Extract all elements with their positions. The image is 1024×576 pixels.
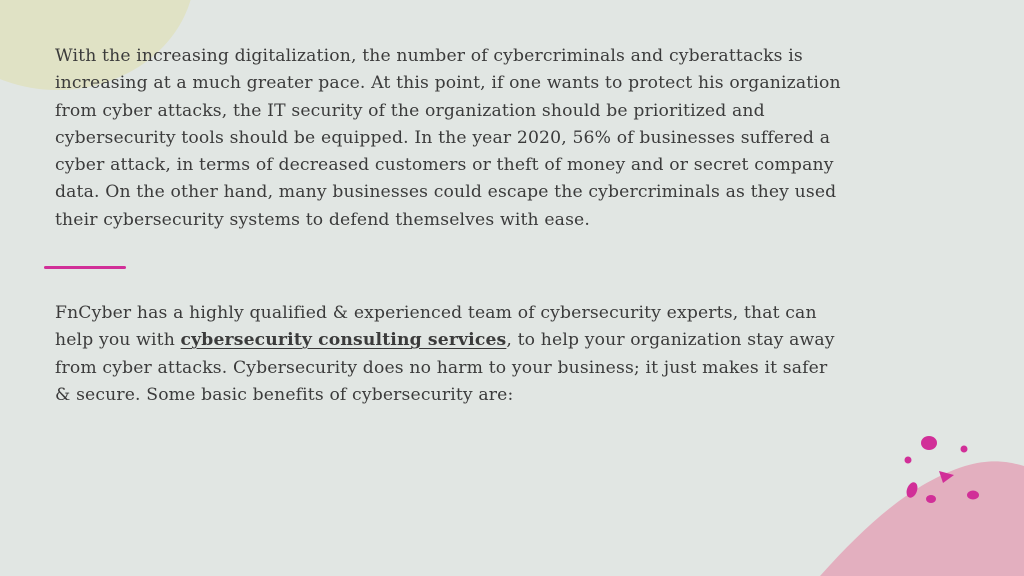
cybersecurity-consulting-link[interactable]: cybersecurity consulting services (180, 330, 507, 351)
pink-wave-shape (820, 461, 1024, 576)
magenta-dot (967, 491, 979, 500)
magenta-dot (921, 436, 937, 450)
services-text-end: , to help your organization stay away from cyber attacks. Cybersecurity does no harm to your business; it just makes it safer & secure. Some basic benefits of cybersecurity are: (55, 330, 835, 405)
accent-underline (44, 266, 126, 269)
magenta-dot (905, 457, 912, 464)
services-paragraph (55, 300, 845, 409)
intro-paragraph: With the increasing digitalization, the number of cybercriminals and cyberattacks is increasing at a much greater pace. At this point, if one wants to protect his organization from cyber attacks, the IT security of the organization should be prioritized and cybersecurity tools should be equipped. In the year 2020, 56% of businesses suffered a cyber attack, in terms of decreased customers or theft of money and or secret company data. On the other hand, many businesses could escape the cybercriminals as they used their cybersecurity systems to defend themselves with ease. (55, 46, 841, 230)
magenta-dot (926, 495, 936, 503)
services-text-start: FnCyber has a highly qualified & experienced team of cybersecurity experts, that can help you with (55, 303, 817, 351)
decorative-shapes-bottom-right (800, 420, 1024, 576)
magenta-dot (961, 446, 968, 453)
